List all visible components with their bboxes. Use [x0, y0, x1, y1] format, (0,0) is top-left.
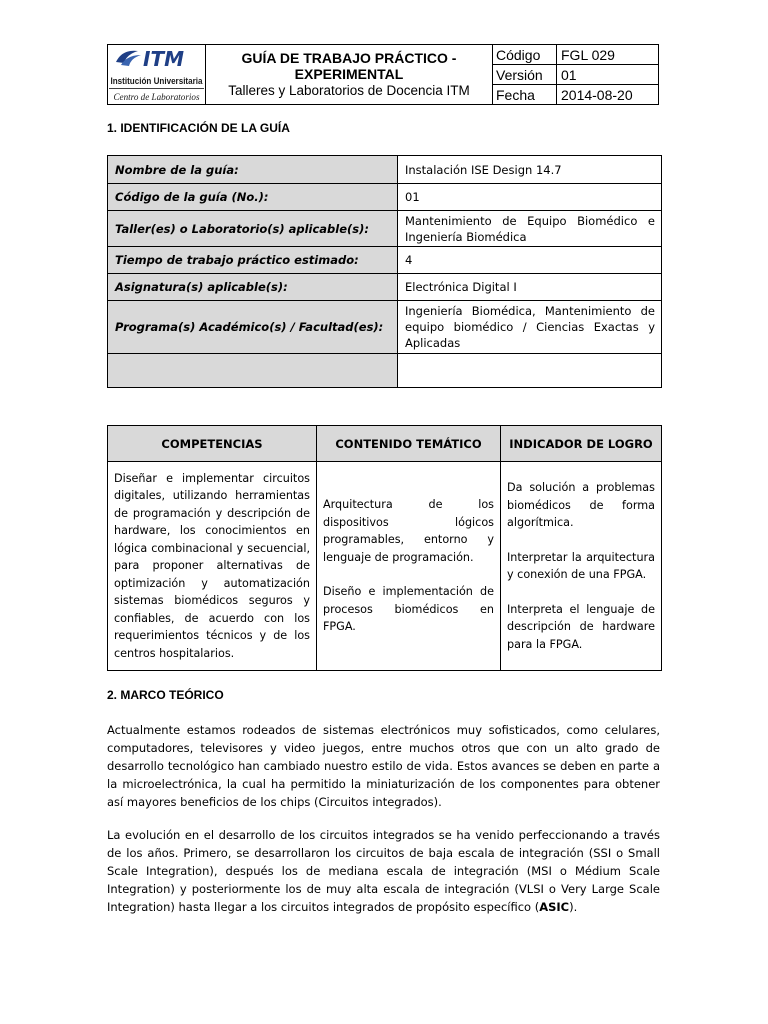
itm-logo [108, 45, 206, 105]
ident-value: Electrónica Digital I [398, 274, 662, 301]
ident-label: Taller(es) o Laboratorio(s) aplicable(s): [108, 211, 398, 247]
meta-value-codigo: FGL 029 [557, 45, 659, 65]
table-row [108, 156, 662, 184]
table-row [108, 184, 662, 211]
ident-value [398, 354, 662, 388]
ident-label: Nombre de la guía: [108, 156, 398, 184]
ident-value: Ingeniería Biomédica, Mantenimiento de equipo biomédico / Ciencias Exactas y Aplicadas [398, 301, 662, 354]
ident-value: 01 [398, 184, 662, 211]
header-competencias: COMPETENCIAS [108, 426, 317, 462]
header-contenido: CONTENIDO TEMÁTICO [317, 426, 501, 462]
asic-term: ASIC [539, 900, 570, 914]
logo-laboratorios-text: Centro de Laboratorios [113, 92, 200, 103]
identification-table [107, 155, 662, 388]
logo-institution-text: Institución Universitaria [110, 75, 204, 86]
table-header-row [108, 426, 662, 462]
table-row [108, 274, 662, 301]
ident-value: Instalación ISE Design 14.7 [398, 156, 662, 184]
itm-logo-graphic [108, 46, 205, 104]
logo-brand-text: ITM [143, 46, 184, 71]
header-title-cell [206, 45, 493, 105]
header-indicador: INDICADOR DE LOGRO [501, 426, 662, 462]
table-row [108, 247, 662, 274]
competencias-table [107, 425, 662, 671]
ident-label [108, 354, 398, 388]
ident-label: Asignatura(s) aplicable(s): [108, 274, 398, 301]
header-title-line1: GUÍA DE TRABAJO PRÁCTICO - [241, 50, 457, 66]
document-header [107, 44, 659, 105]
paragraph-2-text: La evolución en el desarrollo de los circuitos integrados se ha venido perfeccionando a través de los años. Primero, se desarrollaron los circuitos de baja escala de integración (SSI o Small Scale Integration), después los de mediana escala de integración (MSI o Médium Scale Integration) y posteriormente los de muy alta escala de integración (VLSI o Very Large Scale Integration) hasta llegar a los circuitos integrados de propósito específico ( [107, 828, 660, 914]
meta-label-codigo: Código [493, 45, 557, 65]
table-row [108, 211, 662, 247]
ident-label: Tiempo de trabajo práctico estimado: [108, 247, 398, 274]
paragraph-1: Actualmente estamos rodeados de sistemas electrónicos muy sofisticados, como celulares, computadores, televisores y video juegos, entre muchos otros que con un alto grado de desarrollo tecnológico han cambiado nuestro estilo de vida. Estos avances se deben en parte a la microelectrónica, la cual ha permitido la miniaturización de los componentes para obtener así mayores beneficios de los chips (Circuitos integrados). [107, 723, 660, 809]
table-row [108, 354, 662, 388]
meta-label-version: Versión [493, 65, 557, 85]
ident-label: Programa(s) Académico(s) / Facultad(es): [108, 301, 398, 354]
meta-value-fecha: 2014-08-20 [557, 85, 659, 105]
header-subtitle: Talleres y Laboratorios de Docencia ITM [228, 83, 470, 98]
indicador-item: Da solución a problemas biomédicos de forma algorítmica. [507, 481, 655, 529]
ident-label: Código de la guía (No.): [108, 184, 398, 211]
contenido-item: Arquitectura de los dispositivos lógicos programables, entorno y lenguaje de programación. [323, 498, 494, 564]
section-1-title: 1. IDENTIFICACIÓN DE LA GUÍA [107, 121, 290, 135]
meta-value-version: 01 [557, 65, 659, 85]
table-row [108, 301, 662, 354]
indicador-cell [501, 462, 662, 671]
paragraph-2-end: ). [569, 900, 578, 914]
meta-label-fecha: Fecha [493, 85, 557, 105]
section-2-title: 2. MARCO TEÓRICO [107, 688, 224, 702]
ident-value: 4 [398, 247, 662, 274]
contenido-item: Diseño e implementación de procesos biomédicos en FPGA. [323, 585, 494, 634]
table-row [108, 462, 662, 671]
indicador-item: Interpretar la arquitectura y conexión de una FPGA. [507, 550, 655, 581]
competencia-cell [108, 462, 317, 671]
ident-value: Mantenimiento de Equipo Biomédico e Ingeniería Biomédica [398, 211, 662, 247]
header-title-line2: EXPERIMENTAL [294, 66, 404, 82]
paragraph-2 [107, 826, 660, 916]
competencia-text: Diseñar e implementar circuitos digitales, utilizando herramientas de programación y descripción de hardware, los conocimientos en lógica combinacional y secuencial, para proponer alternativas de optimización y automatización sistemas biomédicos seguros y confiables, de acuerdo con los requerimientos técnicos y de los centros hospitalarios. [114, 471, 310, 660]
contenido-cell [317, 462, 501, 671]
indicador-item: Interpreta el lenguaje de descripción de hardware para la FPGA. [507, 602, 655, 651]
